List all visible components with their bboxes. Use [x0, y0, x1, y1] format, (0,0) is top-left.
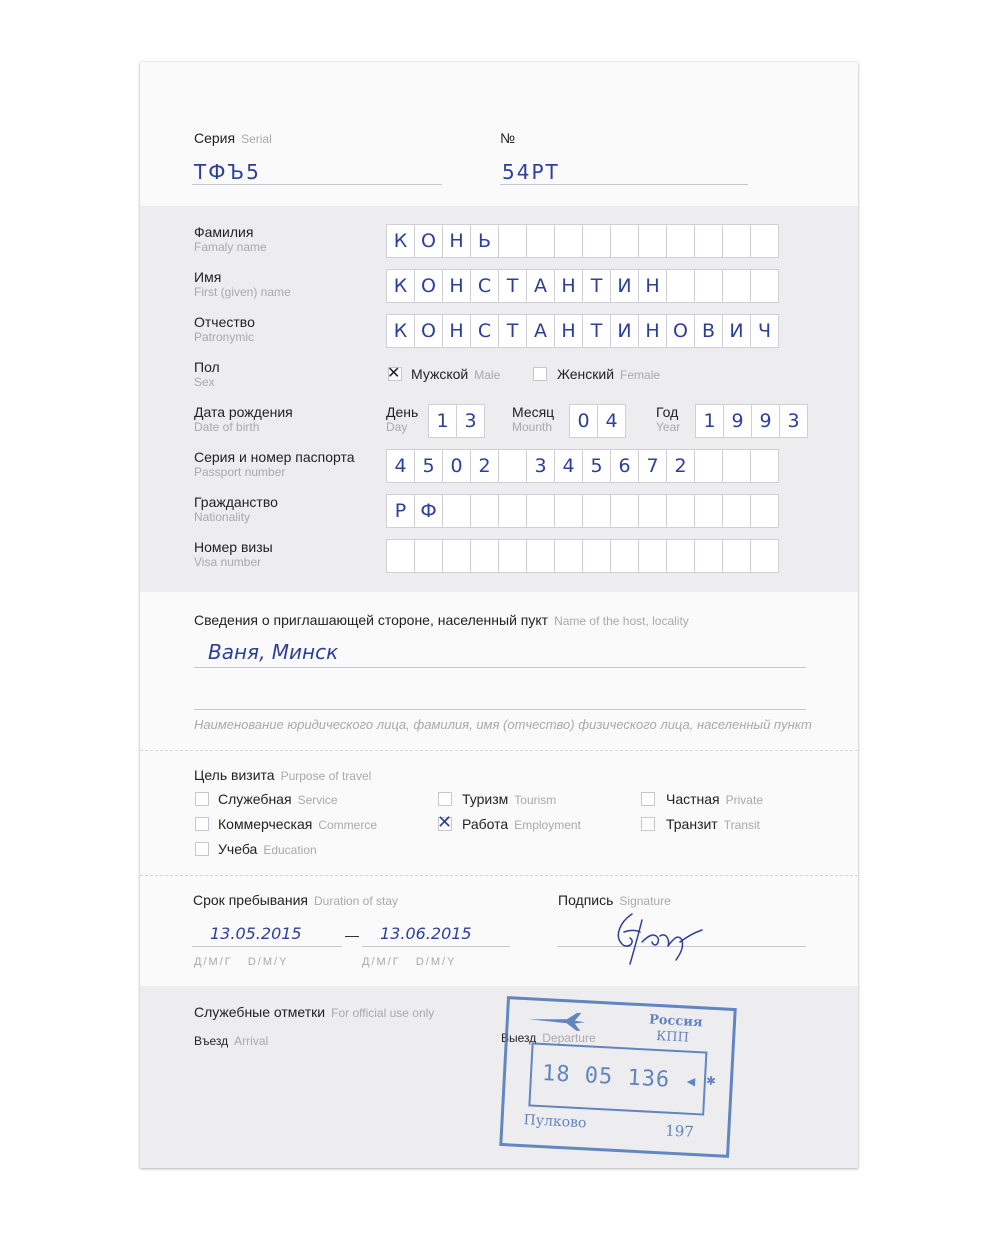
purpose-label-ru: Цель визита: [194, 767, 275, 783]
day-label: [386, 404, 418, 434]
purpose-service: [218, 791, 338, 807]
arrival-ru: Въезд: [194, 1034, 229, 1048]
grid-cell[interactable]: Т: [499, 270, 527, 303]
grid-cell[interactable]: [639, 225, 667, 258]
grid-cell[interactable]: [723, 225, 751, 258]
purpose-label-en: Purpose of travel: [280, 769, 372, 783]
year-label: [656, 404, 680, 434]
grid-cell[interactable]: [527, 540, 555, 573]
divider-purpose: [140, 750, 858, 751]
grid-cell[interactable]: [723, 495, 751, 528]
grid-cell[interactable]: 2: [471, 450, 499, 483]
departure-ru: Выезд: [501, 1031, 537, 1045]
purpose-commerce-checkbox[interactable]: [195, 817, 209, 831]
grid-cell[interactable]: О: [415, 315, 443, 348]
host-label: [194, 612, 689, 628]
month-ru: Месяц: [512, 404, 555, 420]
passport-label: [194, 449, 355, 479]
grid-cell[interactable]: [471, 540, 499, 573]
sex-ru: Пол: [194, 359, 220, 375]
grid-cell[interactable]: [555, 225, 583, 258]
official-label-en: For official use only: [331, 1006, 435, 1020]
grid-cell[interactable]: [583, 540, 611, 573]
grid-cell[interactable]: Н: [555, 315, 583, 348]
purpose-education-en: Education: [263, 843, 317, 857]
purpose-transit-checkbox[interactable]: [641, 817, 655, 831]
purpose-transit-en: Transit: [723, 818, 760, 832]
purpose-education-checkbox[interactable]: [195, 842, 209, 856]
family-name-label: [194, 224, 267, 254]
month-label: [512, 404, 554, 434]
signature-label-ru: Подпись: [558, 892, 614, 908]
purpose-private-en: Private: [725, 793, 763, 807]
grid-cell[interactable]: 3: [527, 450, 555, 483]
purpose-education: [218, 841, 317, 857]
patronymic-grid[interactable]: [386, 314, 779, 348]
grid-cell[interactable]: Ч: [751, 315, 779, 348]
grid-cell[interactable]: Н: [639, 315, 667, 348]
host-underline-1: [194, 667, 806, 668]
stamp-date: 18 05 136 ◂: [541, 1061, 700, 1095]
family-name-grid[interactable]: [386, 224, 779, 258]
grid-cell[interactable]: Ь: [471, 225, 499, 258]
stamp-inner-frame: [528, 1042, 707, 1115]
divider-stay: [140, 875, 858, 876]
grid-cell[interactable]: [527, 225, 555, 258]
stamp-place: Пулково: [523, 1112, 587, 1132]
grid-cell[interactable]: [667, 540, 695, 573]
grid-cell[interactable]: [667, 225, 695, 258]
sex-label: [194, 359, 220, 389]
grid-cell[interactable]: К: [387, 225, 415, 258]
family-name-en: Famaly name: [194, 240, 267, 254]
purpose-service-ru: Служебная: [218, 791, 292, 807]
grid-cell[interactable]: [723, 450, 751, 483]
grid-cell[interactable]: [555, 540, 583, 573]
grid-cell[interactable]: [499, 495, 527, 528]
female-label-en: Female: [620, 368, 661, 382]
grid-cell[interactable]: 5: [583, 450, 611, 483]
grid-cell[interactable]: 4: [387, 450, 415, 483]
grid-cell[interactable]: [667, 270, 695, 303]
departure-en: Departure: [542, 1031, 596, 1045]
grid-cell[interactable]: И: [611, 315, 639, 348]
day-ru: День: [386, 404, 419, 420]
nationality-label: [194, 494, 278, 524]
patronymic-ru: Отчество: [194, 314, 255, 330]
grid-cell[interactable]: О: [415, 225, 443, 258]
male-check-mark: ✕: [387, 363, 401, 382]
grid-cell[interactable]: 3: [780, 405, 808, 438]
purpose-transit-ru: Транзит: [666, 816, 718, 832]
nationality-ru: Гражданство: [194, 494, 278, 510]
grid-cell[interactable]: [583, 495, 611, 528]
grid-cell[interactable]: Т: [583, 315, 611, 348]
grid-cell[interactable]: А: [527, 315, 555, 348]
grid-cell[interactable]: К: [387, 315, 415, 348]
grid-cell[interactable]: А: [527, 270, 555, 303]
sex-en: Sex: [194, 375, 215, 389]
serial-underline: [192, 184, 442, 185]
number-value[interactable]: 54РТ: [502, 160, 560, 184]
visa-en: Visa number: [194, 555, 262, 569]
grid-cell[interactable]: [583, 225, 611, 258]
stay-to-format: [362, 956, 456, 968]
month-en: Mounth: [512, 420, 553, 434]
birth-year-grid[interactable]: [695, 404, 808, 438]
passport-grid[interactable]: [386, 449, 779, 483]
purpose-private: [666, 791, 763, 807]
first-name-grid[interactable]: [386, 269, 779, 303]
purpose-tourism: [462, 791, 556, 807]
grid-cell[interactable]: [751, 450, 779, 483]
grid-cell[interactable]: [499, 450, 527, 483]
grid-cell[interactable]: 4: [598, 405, 626, 438]
grid-cell[interactable]: О: [667, 315, 695, 348]
grid-cell[interactable]: Т: [499, 315, 527, 348]
stay-label-ru: Срок пребывания: [193, 892, 308, 908]
birth-label: [194, 404, 293, 434]
purpose-education-ru: Учеба: [218, 841, 258, 857]
arrival-label: [194, 1034, 268, 1048]
visa-label: [194, 539, 273, 569]
grid-cell[interactable]: [751, 540, 779, 573]
birth-ru: Дата рождения: [194, 404, 293, 420]
grid-cell[interactable]: [415, 540, 443, 573]
grid-cell[interactable]: [723, 270, 751, 303]
stay-label-en: Duration of stay: [313, 894, 399, 908]
grid-cell[interactable]: О: [415, 270, 443, 303]
nationality-grid[interactable]: [386, 494, 779, 528]
personal-section: [140, 206, 858, 592]
grid-cell[interactable]: [527, 495, 555, 528]
birth-month-grid[interactable]: [569, 404, 626, 438]
visa-grid[interactable]: [386, 539, 779, 573]
visa-ru: Номер визы: [194, 539, 273, 555]
grid-cell[interactable]: [471, 495, 499, 528]
grid-cell[interactable]: [611, 540, 639, 573]
grid-cell[interactable]: [751, 225, 779, 258]
purpose-employment: [462, 816, 581, 832]
female-label: Женский: [557, 366, 615, 382]
grid-cell[interactable]: Ф: [415, 495, 443, 528]
purpose-employment-ru: Работа: [462, 816, 509, 832]
patronymic-en: Patronymic: [194, 330, 255, 344]
year-en: Year: [656, 420, 681, 434]
signature-drawing[interactable]: [610, 902, 710, 972]
grid-cell[interactable]: [751, 270, 779, 303]
purpose-tourism-en: Tourism: [514, 793, 557, 807]
first-name-ru: Имя: [194, 269, 222, 285]
grid-cell[interactable]: [751, 495, 779, 528]
female-checkbox[interactable]: [533, 367, 547, 381]
purpose-commerce-ru: Коммерческая: [218, 816, 313, 832]
grid-cell[interactable]: 5: [415, 450, 443, 483]
purpose-tourism-checkbox[interactable]: [438, 792, 452, 806]
stay-to-format-en: D/M/Y: [415, 956, 457, 968]
stamp-country: Россия: [648, 1012, 703, 1031]
official-label: [194, 1004, 434, 1020]
signature-label-en: Signature: [619, 894, 671, 908]
stay-from-format: [194, 956, 288, 968]
purpose-tourism-ru: Туризм: [462, 791, 509, 807]
stamp-code: 6: [655, 1067, 671, 1093]
star-icon: ✱: [705, 1073, 717, 1089]
grid-cell[interactable]: 2: [667, 450, 695, 483]
grid-cell[interactable]: 0: [570, 405, 598, 438]
male-label: Мужской: [411, 366, 469, 382]
purpose-private-ru: Частная: [666, 791, 720, 807]
grid-cell[interactable]: [695, 225, 723, 258]
stay-to-format-ru: Д/М/Г: [362, 956, 401, 968]
grid-cell[interactable]: Н: [443, 270, 471, 303]
airplane-icon: [526, 1008, 587, 1033]
first-name-en: First (given) name: [194, 285, 291, 299]
arrival-en: Arrival: [234, 1034, 269, 1048]
stay-label: [193, 892, 398, 908]
stay-to-underline: [362, 946, 510, 947]
grid-cell[interactable]: 4: [555, 450, 583, 483]
birth-en: Date of birth: [194, 420, 260, 434]
grid-cell[interactable]: [611, 495, 639, 528]
grid-cell[interactable]: [639, 495, 667, 528]
grid-cell[interactable]: [443, 495, 471, 528]
first-name-label: [194, 269, 291, 299]
serial-label: [194, 130, 272, 146]
grid-cell[interactable]: Т: [583, 270, 611, 303]
serial-label-en: Serial: [241, 132, 272, 146]
grid-cell[interactable]: 7: [639, 450, 667, 483]
grid-cell[interactable]: С: [471, 270, 499, 303]
grid-cell[interactable]: [555, 495, 583, 528]
migration-card: [140, 62, 858, 1168]
passport-ru: Серия и номер паспорта: [194, 449, 355, 465]
patronymic-label: [194, 314, 255, 344]
grid-cell[interactable]: Н: [443, 225, 471, 258]
serial-value[interactable]: ТФЪ5: [194, 160, 261, 184]
host-label-ru: Сведения о приглашающей стороне, населенный пукт: [194, 612, 549, 628]
grid-cell[interactable]: [695, 495, 723, 528]
male-option: [411, 366, 500, 382]
grid-cell[interactable]: Н: [443, 315, 471, 348]
purpose-service-en: Service: [297, 793, 338, 807]
host-hint: Наименование юридического лица, фамилия, имя (отчество) физического лица, населенный пункт: [194, 717, 812, 732]
employment-check-mark: ✕: [437, 812, 453, 833]
grid-cell[interactable]: [443, 540, 471, 573]
grid-cell[interactable]: Н: [555, 270, 583, 303]
grid-cell[interactable]: С: [471, 315, 499, 348]
grid-cell[interactable]: И: [611, 270, 639, 303]
passport-en: Passport number: [194, 465, 286, 479]
grid-cell[interactable]: 1: [429, 405, 457, 438]
year-ru: Год: [656, 404, 679, 420]
host-value[interactable]: Ваня, Минск: [208, 640, 339, 664]
grid-cell[interactable]: [695, 270, 723, 303]
grid-cell[interactable]: 9: [752, 405, 780, 438]
male-label-en: Male: [474, 368, 501, 382]
purpose-transit: [666, 816, 760, 832]
number-underline: [500, 184, 748, 185]
grid-cell[interactable]: [667, 495, 695, 528]
stay-from-format-ru: Д/М/Г: [194, 956, 233, 968]
stay-from-value[interactable]: 13.05.2015: [210, 924, 302, 943]
host-underline-2: [194, 709, 806, 710]
grid-cell[interactable]: [723, 540, 751, 573]
grid-cell[interactable]: В: [695, 315, 723, 348]
grid-cell[interactable]: 0: [443, 450, 471, 483]
grid-cell[interactable]: [499, 225, 527, 258]
stamp-date-digits: 18 05 13: [541, 1061, 657, 1092]
official-label-ru: Служебные отметки: [194, 1004, 326, 1020]
male-checkbox[interactable]: [387, 363, 402, 382]
nationality-en: Nationality: [194, 510, 251, 524]
grid-cell[interactable]: [611, 225, 639, 258]
purpose-commerce-en: Commerce: [318, 818, 378, 832]
day-en: Day: [386, 420, 408, 434]
grid-cell[interactable]: 1: [696, 405, 724, 438]
purpose-employment-checkbox[interactable]: [437, 812, 453, 833]
number-label: №: [500, 130, 516, 146]
grid-cell[interactable]: 3: [457, 405, 485, 438]
grid-cell[interactable]: Р: [387, 495, 415, 528]
grid-cell[interactable]: [695, 540, 723, 573]
birth-day-grid[interactable]: [428, 404, 485, 438]
grid-cell[interactable]: [387, 540, 415, 573]
grid-cell[interactable]: [639, 540, 667, 573]
purpose-private-checkbox[interactable]: [641, 792, 655, 806]
serial-label-ru: Серия: [194, 130, 236, 146]
grid-cell[interactable]: 9: [724, 405, 752, 438]
grid-cell[interactable]: [499, 540, 527, 573]
purpose-label: [194, 767, 371, 783]
grid-cell[interactable]: [695, 450, 723, 483]
stay-from-format-en: D/M/Y: [247, 956, 289, 968]
stay-from-underline: [192, 946, 342, 947]
grid-cell[interactable]: И: [723, 315, 751, 348]
family-name-ru: Фамилия: [194, 224, 254, 240]
purpose-employment-en: Employment: [514, 818, 581, 832]
stay-dash: —: [345, 927, 359, 943]
grid-cell[interactable]: К: [387, 270, 415, 303]
grid-cell[interactable]: 6: [611, 450, 639, 483]
stamp-checkpoint: КПП: [655, 1028, 690, 1046]
stay-to-value[interactable]: 13.06.2015: [380, 924, 472, 943]
host-label-en: Name of the host, locality: [554, 614, 689, 628]
border-stamp: [499, 996, 737, 1158]
purpose-commerce: [218, 816, 377, 832]
stamp-number: 197: [664, 1121, 695, 1142]
purpose-service-checkbox[interactable]: [195, 792, 209, 806]
female-option: [557, 366, 660, 382]
grid-cell[interactable]: Н: [639, 270, 667, 303]
